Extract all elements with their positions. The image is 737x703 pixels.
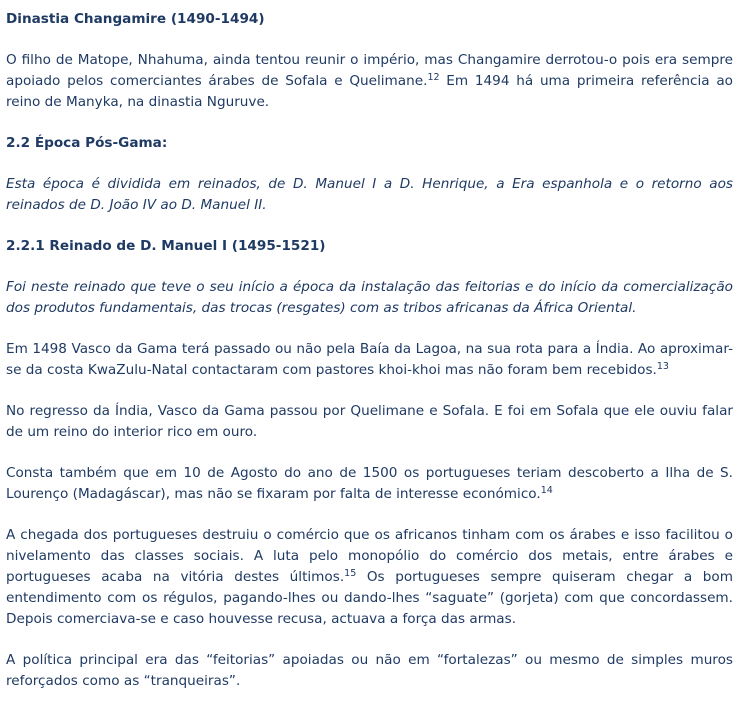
section-heading: 2.2.1 Reinado de D. Manuel I (1495-1521) [6,238,326,254]
paragraph-gap [6,630,733,650]
paragraph-gap [6,381,733,401]
body-paragraph [6,401,733,443]
paragraph-gap [6,216,733,236]
footnote-reference[interactable]: 12 [427,72,440,83]
body-paragraph [6,525,733,630]
paragraph-text: O filho de Matope, Nhahuma, ainda tentou reunir o império, mas Changamire derrotou-o pois era sempre apoiado pelos comerciantes árabes de Sofala e Quelimane. [6,52,733,89]
paragraph-text: Esta época é dividida em reinados, de D. Manuel I a D. Henrique, a Era espanhola e o retorno aos reinados de D. João IV ao D. Manuel II. [6,176,733,213]
section-heading: Dinastia Changamire (1490-1494) [6,11,265,27]
paragraph-text: Consta também que em 10 de Agosto do ano de 1500 os portugueses teriam descoberto a Ilha de S. Lourenço (Madagáscar), mas não se fixaram por falta de interesse económico. [6,465,733,502]
body-paragraph [6,463,733,505]
body-paragraph [6,277,733,319]
paragraph-gap [6,443,733,463]
paragraph-gap [6,257,733,277]
paragraph-text: Foi neste reinado que teve o seu início a época da instalação das feitorias e do início da comercialização dos produtos fundamentais, das trocas (resgates) com as tribos africanas da África Oriental. [6,279,733,316]
body-paragraph [6,650,733,692]
paragraph-text: Em 1494 há uma primeira referência ao reino de Manyka, na dinastia Nguruve. [6,73,734,110]
section-heading: 2.2 Época Pós-Gama: [6,135,168,151]
document-body [6,9,733,692]
paragraph-gap [6,154,733,174]
body-paragraph [6,50,733,113]
paragraph-gap [6,30,733,50]
body-paragraph [6,174,733,216]
footnote-reference[interactable]: 15 [344,568,357,579]
paragraph-text: No regresso da Índia, Vasco da Gama passou por Quelimane e Sofala. E foi em Sofala que ele ouviu falar de um reino do interior rico em ouro. [6,403,733,440]
paragraph-gap [6,113,733,133]
footnote-reference[interactable]: 13 [656,361,669,372]
footnote-reference[interactable]: 14 [540,485,553,496]
body-paragraph [6,339,733,381]
paragraph-text: A chegada dos portugueses destruiu o comércio que os africanos tinham com os árabes e isso facilitou o nivelamento das classes sociais. A luta pelo monopólio do comércio dos metais, entre árabes e portugueses acaba na vitória destes últimos. [6,527,733,585]
paragraph-gap [6,505,733,525]
paragraph-text: A política principal era das “feitorias” apoiadas ou não em “fortalezas” ou mesmo de simples muros reforçados como as “tranqueiras”. [6,652,733,689]
paragraph-text: Em 1498 Vasco da Gama terá passado ou não pela Baía da Lagoa, na sua rota para a Índia. Ao aproximar-se da costa KwaZulu-Natal contactaram com pastores khoi-khoi mas não foram bem recebidos. [6,341,733,378]
paragraph-text: Os portugueses sempre quiseram chegar a bom entendimento com os régulos, pagando-lhes ou dando-lhes “saguate” (gorjeta) com que concordassem. Depois comerciava-se e caso houvesse recusa, actuava a força das armas. [6,569,733,627]
paragraph-gap [6,319,733,339]
